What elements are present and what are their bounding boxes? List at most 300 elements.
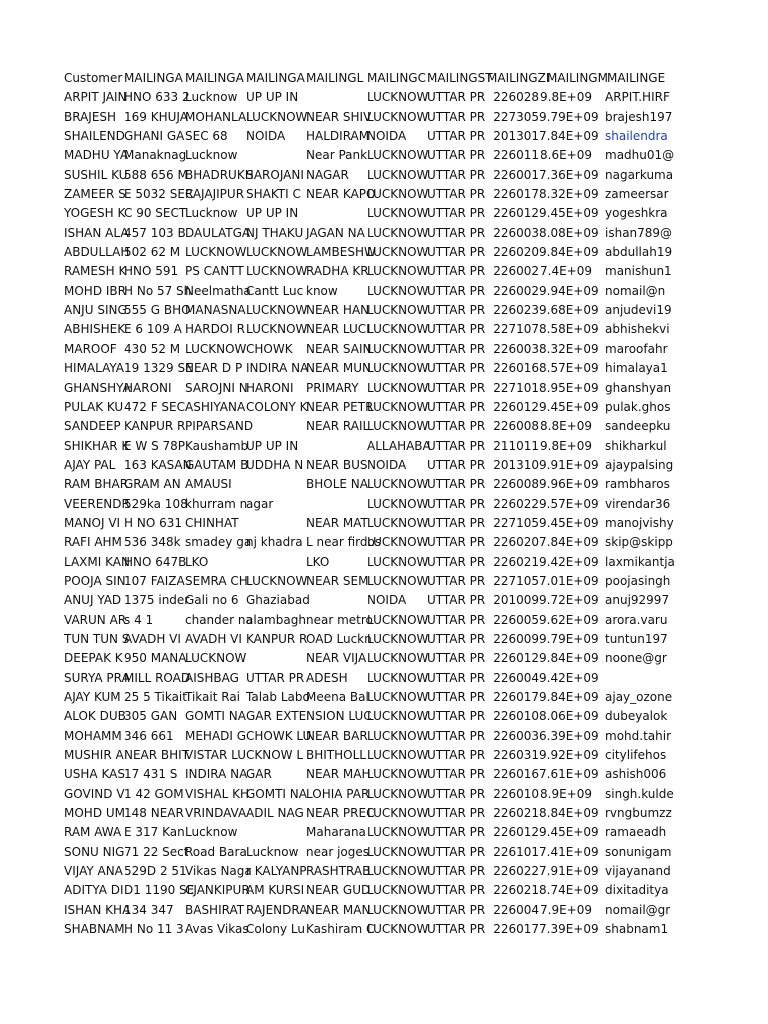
table-cell[interactable]: khurram n <box>185 496 248 511</box>
table-cell[interactable]: 169 KHUJA <box>124 109 188 124</box>
table-cell[interactable]: shikharkul <box>605 438 667 453</box>
table-cell[interactable]: USHA KAS <box>64 767 125 782</box>
table-cell[interactable]: SEC 68 <box>185 129 228 144</box>
table-cell[interactable]: zameersar <box>605 187 669 202</box>
table-cell[interactable]: Lucknow <box>185 206 238 221</box>
table-cell[interactable]: NEAR MAH <box>306 767 371 782</box>
table-cell[interactable]: 7.01E+09 <box>539 573 599 588</box>
table-cell[interactable]: INDIRA NA <box>246 361 309 376</box>
table-cell[interactable]: 226021 <box>493 883 539 898</box>
table-cell[interactable]: Manaknag <box>124 148 187 163</box>
table-cell[interactable]: UTTAR PR <box>427 651 486 666</box>
table-cell[interactable]: skip@skipp <box>605 535 673 550</box>
table-cell[interactable]: MANOJ VI <box>64 515 121 530</box>
table-cell[interactable]: 19 1329 SE <box>124 361 193 376</box>
table-cell[interactable]: HARONI <box>124 380 172 395</box>
table-cell[interactable]: SONU NIG <box>64 844 125 859</box>
column-header[interactable]: MAILINGST <box>427 71 493 85</box>
column-header[interactable]: MAILINGM <box>547 71 608 85</box>
table-cell[interactable]: PIPARSAND <box>185 419 254 434</box>
table-cell[interactable]: 9.84E+09 <box>539 245 599 260</box>
table-cell[interactable]: 226017 <box>493 187 539 202</box>
table-cell[interactable]: 9.42E+09 <box>539 670 599 685</box>
table-cell[interactable]: ABHISHEK <box>64 322 126 337</box>
table-cell[interactable]: manojvishy <box>605 515 674 530</box>
table-cell[interactable]: 226031 <box>493 748 539 763</box>
table-cell[interactable]: UTTAR PR <box>427 515 486 530</box>
table-cell[interactable]: YOGESH K <box>64 206 126 221</box>
table-cell[interactable]: ALOK DUB <box>64 709 126 724</box>
table-cell[interactable]: Kashiram C <box>306 922 375 937</box>
table-cell[interactable]: Lucknow <box>185 148 238 163</box>
table-cell[interactable]: 107 FAIZA <box>124 573 185 588</box>
table-cell[interactable]: 201009 <box>493 593 539 608</box>
table-cell[interactable] <box>246 476 306 492</box>
table-cell[interactable]: BHOLE NA <box>306 477 368 492</box>
table-cell[interactable]: nagarkuma <box>605 167 674 182</box>
table-cell[interactable]: UTTAR PR <box>427 129 486 144</box>
table-cell[interactable]: UDDHA N <box>246 457 304 472</box>
table-cell[interactable]: NEAR PETR <box>306 399 374 414</box>
table-cell[interactable]: tuntun197 <box>605 631 668 646</box>
table-cell[interactable]: NEAR SEM <box>306 573 369 588</box>
table-cell[interactable]: ARPIT JAIN <box>64 90 127 105</box>
table-cell[interactable]: BASHIRAT <box>185 902 245 917</box>
table-cell[interactable]: SHIKHAR K <box>64 438 130 453</box>
table-cell[interactable]: 226011 <box>493 148 539 163</box>
table-cell[interactable]: 8.95E+09 <box>539 380 599 395</box>
table-cell[interactable]: 226017 <box>493 690 539 704</box>
table-cell[interactable]: UTTAR PR <box>427 825 486 840</box>
table-cell[interactable]: nomail@n <box>605 283 666 298</box>
table-cell[interactable]: Maharana <box>306 825 366 840</box>
column-header[interactable]: MAILINGA <box>124 71 183 85</box>
table-cell[interactable]: LUCKNOW <box>367 496 429 511</box>
table-cell[interactable] <box>246 418 306 434</box>
table-cell[interactable]: LUCKNOW <box>367 825 429 840</box>
table-cell[interactable]: AJAY PAL <box>64 457 116 472</box>
table-cell[interactable]: MILL ROAD <box>124 670 191 685</box>
table-cell[interactable]: Talab Labo <box>246 690 310 704</box>
table-cell[interactable]: UTTAR PR <box>427 786 486 801</box>
table-cell[interactable]: H No 11 3 <box>124 922 184 937</box>
table-cell[interactable]: near joges <box>306 844 370 859</box>
column-header[interactable]: MAILINGA <box>185 71 244 85</box>
table-cell[interactable]: 8.57E+09 <box>539 361 599 376</box>
table-cell[interactable]: 226016 <box>493 767 539 782</box>
table-cell[interactable]: 529ka 108 <box>124 496 188 511</box>
table-cell[interactable]: 588 656 M <box>124 167 188 182</box>
table-cell[interactable]: 226012 <box>493 206 539 221</box>
table-cell[interactable]: UTTAR PR <box>427 380 486 395</box>
table-cell[interactable]: LUCKNOW <box>246 264 308 279</box>
table-cell[interactable]: 226023 <box>493 303 539 318</box>
table-cell[interactable]: INDIRA NA <box>185 767 248 782</box>
table-cell[interactable]: mohd.tahir <box>605 728 671 743</box>
table-cell[interactable]: 226016 <box>493 361 539 376</box>
table-cell[interactable]: 71 22 Sect <box>124 844 189 859</box>
table-cell[interactable]: citylifehos <box>605 748 667 763</box>
table-cell[interactable]: 226010 <box>493 786 539 801</box>
table-cell[interactable]: UP UP IN <box>246 438 299 453</box>
table-cell[interactable]: rambharos <box>605 477 670 492</box>
table-cell[interactable]: D1 1190 SE <box>124 883 195 898</box>
table-cell[interactable]: r KALYANP <box>246 864 307 879</box>
table-cell[interactable]: 9.92E+09 <box>539 748 599 763</box>
table-cell[interactable]: UTTAR PR <box>427 496 486 511</box>
table-cell[interactable]: MOHAMM <box>64 728 122 743</box>
table-cell[interactable]: SEMRA CH <box>185 573 248 588</box>
table-cell[interactable]: Ghaziabad <box>246 593 310 608</box>
table-cell[interactable]: 163 KASAN <box>124 457 192 472</box>
table-cell[interactable]: VARUN AR <box>64 612 127 627</box>
table-cell[interactable]: UTTAR PR <box>427 883 486 898</box>
table-cell[interactable]: 9.79E+09 <box>539 109 599 124</box>
table-cell[interactable]: CKNOW L <box>246 748 304 763</box>
table-cell[interactable]: H No 57 Sh <box>124 283 192 298</box>
table-cell[interactable]: LUCKNOW <box>367 864 429 879</box>
table-cell[interactable] <box>246 650 306 666</box>
table-cell[interactable]: SHABNAM <box>64 922 125 937</box>
table-cell[interactable]: 346 661 <box>124 728 174 743</box>
table-cell[interactable]: 1375 inder <box>124 593 190 608</box>
table-cell[interactable]: UTTAR PR <box>427 554 486 569</box>
table-cell[interactable]: LUCKNOW <box>367 844 429 859</box>
table-cell[interactable]: LUCKNOW <box>367 187 429 202</box>
table-cell[interactable]: UTTAR PR <box>427 728 486 743</box>
table-cell[interactable]: UTTAR PR <box>427 767 486 782</box>
table-cell[interactable]: GHANI GA <box>124 129 185 144</box>
table-cell[interactable]: 8.06E+09 <box>539 709 599 724</box>
table-cell[interactable]: 227305 <box>493 109 539 124</box>
table-cell[interactable]: DAULATGA <box>185 225 251 240</box>
table-cell[interactable]: agar <box>246 496 274 511</box>
table-cell[interactable]: GHANSHYA <box>64 380 131 395</box>
table-cell[interactable]: UTTAR PR <box>427 399 486 414</box>
table-cell[interactable]: 226010 <box>493 709 539 724</box>
table-cell[interactable]: CHOWK LU <box>246 728 312 743</box>
table-cell[interactable]: UTTAR PR <box>427 806 486 821</box>
table-cell[interactable]: 226012 <box>493 399 539 414</box>
table-cell[interactable]: dixitaditya <box>605 883 669 898</box>
table-cell[interactable]: MOHANLAL <box>185 109 253 124</box>
table-cell[interactable]: LUCKNOW <box>367 245 429 260</box>
table-cell[interactable]: 226003 <box>493 225 539 240</box>
table-cell[interactable]: UTTAR PR <box>427 206 486 221</box>
table-cell[interactable]: vijayanand <box>605 864 671 879</box>
table-cell[interactable]: LUCKNOW <box>367 902 429 917</box>
table-cell[interactable]: ANUJ YAD <box>64 593 122 608</box>
table-cell[interactable]: Avas Vikas <box>185 922 249 937</box>
table-cell[interactable]: RAM BHAR <box>64 477 129 492</box>
table-cell[interactable]: 9.45E+09 <box>539 399 599 414</box>
table-cell[interactable]: 227105 <box>493 515 539 530</box>
table-cell[interactable]: LUCKNOW <box>246 109 308 124</box>
table-cell[interactable]: Road Bara <box>185 844 247 859</box>
table-cell[interactable]: AISHBAG <box>185 670 239 685</box>
table-cell[interactable]: dubeyalok <box>605 709 668 724</box>
table-cell[interactable]: MOHD IBR <box>64 283 126 298</box>
table-cell[interactable] <box>246 515 306 531</box>
table-cell[interactable]: UTTAR PR <box>246 670 305 685</box>
table-cell[interactable]: ABDULLAH <box>64 245 130 260</box>
table-cell[interactable]: NJ THAKU <box>246 225 304 240</box>
table-cell[interactable]: 305 GAN <box>124 709 178 724</box>
table-cell[interactable]: E 5032 SEC <box>124 187 194 202</box>
table-cell[interactable]: UTTAR PR <box>427 283 486 298</box>
table-cell[interactable]: HNO 591 <box>124 264 179 279</box>
table-cell[interactable]: HIMALAYA <box>64 361 124 376</box>
table-cell[interactable]: LUCKNOW <box>367 651 429 666</box>
table-cell[interactable]: 8.9E+09 <box>540 786 592 801</box>
table-cell[interactable]: E 6 109 A <box>124 322 182 337</box>
table-cell[interactable]: HALDIRAM <box>306 129 370 144</box>
table-cell[interactable]: 226002 <box>493 264 539 279</box>
table-cell[interactable]: ZAMEER S <box>64 187 126 202</box>
table-cell[interactable]: LUCKNOW <box>367 554 429 569</box>
table-cell[interactable]: UTTAR PR <box>427 438 486 453</box>
table-cell[interactable]: 7.36E+09 <box>539 167 599 182</box>
table-cell[interactable]: UTTAR PR <box>427 457 486 472</box>
table-cell[interactable]: H NO 631 <box>124 515 182 530</box>
table-cell[interactable]: KANPUR R <box>124 419 186 434</box>
table-cell[interactable]: L near firdos <box>306 535 382 550</box>
table-cell[interactable]: 226005 <box>493 612 539 627</box>
table-cell[interactable]: GAR EXTE <box>246 709 307 724</box>
table-cell[interactable]: alambagh <box>246 612 306 627</box>
table-cell[interactable]: NEAR SAIN <box>306 341 372 356</box>
table-cell[interactable]: LUCKNOW <box>367 283 429 298</box>
table-cell[interactable]: VEERENDR <box>64 496 130 511</box>
table-cell[interactable]: NOIDA <box>367 129 407 144</box>
table-cell[interactable]: ASHIYANA <box>185 399 246 414</box>
table-cell[interactable]: LUCKNOW <box>367 612 429 627</box>
table-cell[interactable]: 9.45E+09 <box>539 206 599 221</box>
table-cell[interactable]: 502 62 M <box>124 245 181 260</box>
table-cell[interactable]: manishun1 <box>605 264 672 279</box>
table-cell[interactable]: 9.42E+09 <box>539 554 599 569</box>
table-cell[interactable]: UTTAR PR <box>427 109 486 124</box>
table-cell[interactable]: LUCKNOW <box>185 245 247 260</box>
table-cell[interactable]: shabnam1 <box>605 922 669 937</box>
table-cell[interactable]: NEAR GUD <box>306 883 371 898</box>
table-cell[interactable]: rvngbumzz <box>605 806 672 821</box>
table-cell[interactable]: 9.94E+09 <box>539 283 599 298</box>
table-cell[interactable]: SUSHIL KU <box>64 167 128 182</box>
table-cell[interactable]: UTTAR PR <box>427 748 486 763</box>
table-cell[interactable]: DEEPAK K <box>64 651 123 666</box>
table-cell[interactable]: UTTAR PR <box>427 593 486 608</box>
table-cell[interactable]: sandeepku <box>605 419 671 434</box>
column-header[interactable]: MAILINGE <box>607 71 666 85</box>
table-cell[interactable]: Near Pank <box>306 148 368 163</box>
table-cell[interactable]: LKO <box>185 554 209 569</box>
table-cell[interactable]: sonunigam <box>605 844 672 859</box>
table-cell[interactable] <box>306 496 367 512</box>
table-cell[interactable]: 226101 <box>493 844 539 859</box>
table-cell[interactable]: LUCKNOW <box>367 709 429 724</box>
table-cell[interactable]: HARONI <box>246 380 294 395</box>
table-cell[interactable]: UP UP IN <box>246 206 299 221</box>
table-cell[interactable]: UTTAR PR <box>427 361 486 376</box>
table-cell[interactable]: 9.45E+09 <box>539 515 599 530</box>
table-cell[interactable]: virendar36 <box>605 496 671 511</box>
table-cell[interactable]: AM KURSI <box>246 883 305 898</box>
table-cell[interactable]: OAD Luckn <box>306 631 372 646</box>
table-cell[interactable]: s 4 1 <box>124 612 154 627</box>
table-cell[interactable]: 8.6E+09 <box>540 148 592 163</box>
table-cell[interactable]: 7.9E+09 <box>540 902 592 917</box>
table-cell[interactable]: SHAKTI C <box>246 187 301 202</box>
table-cell[interactable]: LUCKNOW <box>367 399 429 414</box>
table-cell[interactable]: 472 F SEC <box>124 399 186 414</box>
table-cell[interactable] <box>605 670 670 686</box>
table-cell[interactable]: NEAR VIJA <box>306 651 367 666</box>
column-header[interactable]: MAILINGA <box>246 71 305 85</box>
table-cell[interactable]: 8.74E+09 <box>539 883 599 898</box>
table-cell[interactable]: Gali no 6 <box>185 593 239 608</box>
table-cell[interactable]: smadey ga <box>185 535 252 550</box>
table-cell[interactable]: Lucknow <box>185 90 238 105</box>
table-cell[interactable]: LUCKNOW <box>367 167 429 182</box>
table-cell[interactable]: 227107 <box>493 322 539 337</box>
table-cell[interactable]: LUCKNOW <box>367 90 429 105</box>
table-cell[interactable]: 226008 <box>493 477 539 492</box>
table-cell[interactable]: LUCKNOW <box>367 419 429 434</box>
table-cell[interactable]: ADITYA DI <box>64 883 124 898</box>
table-cell[interactable]: MEHADI G <box>185 728 247 743</box>
table-cell[interactable]: AMAUSI <box>185 477 232 492</box>
table-cell[interactable]: RASHTRAB <box>306 864 371 879</box>
table-cell[interactable]: 9.68E+09 <box>539 303 599 318</box>
table-cell[interactable]: UTTAR PR <box>427 419 486 434</box>
table-cell[interactable]: 201310 <box>493 457 539 472</box>
table-cell[interactable]: 226022 <box>493 496 539 511</box>
table-cell[interactable]: UTTAR PR <box>427 187 486 202</box>
table-cell[interactable]: shailendra <box>605 129 668 144</box>
table-cell[interactable]: 9.84E+09 <box>539 690 599 704</box>
table-cell[interactable]: 555 G BHO <box>124 303 191 318</box>
table-cell[interactable]: 226017 <box>493 922 539 937</box>
table-cell[interactable]: 226003 <box>493 728 539 743</box>
table-cell[interactable]: RAJAJIPUR <box>185 187 245 202</box>
table-cell[interactable]: COLONY K <box>246 399 308 414</box>
table-cell[interactable]: arora.varu <box>605 612 668 627</box>
table-cell[interactable]: LUCKNOW <box>367 206 429 221</box>
column-header[interactable]: MAILINGC <box>367 71 426 85</box>
table-cell[interactable]: 9.96E+09 <box>539 477 599 492</box>
table-cell[interactable]: UTTAR PR <box>427 477 486 492</box>
table-cell[interactable]: AVADH VI <box>185 631 242 646</box>
table-cell[interactable]: 211011 <box>493 438 539 453</box>
table-cell[interactable]: 8.8E+09 <box>540 419 592 434</box>
table-cell[interactable]: 1 42 GOM <box>124 786 184 801</box>
table-cell[interactable]: LUCKNOW <box>367 883 429 898</box>
table-cell[interactable]: NEAR BHIT <box>124 748 190 763</box>
table-cell[interactable]: ISHAN ALA <box>64 225 129 240</box>
table-cell[interactable] <box>246 147 306 163</box>
table-cell[interactable]: JAGAN NA <box>306 225 365 240</box>
table-cell[interactable]: madhu01@ <box>605 148 675 163</box>
table-cell[interactable]: VIJAY ANA <box>64 864 123 879</box>
table-cell[interactable]: ramaeadh <box>605 825 667 840</box>
table-cell[interactable]: UTTAR PR <box>427 167 486 182</box>
table-cell[interactable]: C 90 SECT <box>124 206 187 221</box>
table-cell[interactable]: GOMTI NA <box>246 786 307 801</box>
table-cell[interactable]: brajesh197 <box>605 109 673 124</box>
table-cell[interactable]: LUCKNOW <box>367 728 429 743</box>
table-cell[interactable]: LUCKNOW <box>367 631 429 646</box>
table-cell[interactable]: E 317 Kan <box>124 825 185 840</box>
table-cell[interactable]: Meena Bal <box>306 690 369 704</box>
table-cell[interactable]: 227105 <box>493 573 539 588</box>
table-cell[interactable]: 9.62E+09 <box>539 612 599 627</box>
table-cell[interactable]: SURYA PRA <box>64 670 130 685</box>
table-cell[interactable]: 7.91E+09 <box>539 864 599 879</box>
table-cell[interactable]: 226020 <box>493 535 539 550</box>
table-cell[interactable]: GOMTI NA <box>185 709 246 724</box>
table-cell[interactable]: LUCKNOW <box>185 341 247 356</box>
table-cell[interactable]: NEAR KAPO <box>306 187 376 202</box>
table-cell[interactable]: singh.kulde <box>605 786 674 801</box>
table-cell[interactable]: RAJENDRA <box>246 902 308 917</box>
table-cell[interactable]: UTTAR PR <box>427 225 486 240</box>
table-cell[interactable]: poojasingh <box>605 573 671 588</box>
table-cell[interactable]: NEAR LUCI <box>306 322 370 337</box>
table-cell[interactable]: anjudevi19 <box>605 303 672 318</box>
table-cell[interactable]: NAGAR <box>306 167 349 182</box>
table-cell[interactable]: anuj92997 <box>605 593 670 608</box>
table-cell[interactable]: LUCKNOW <box>367 322 429 337</box>
table-cell[interactable]: nomail@gr <box>605 902 671 917</box>
table-cell[interactable]: 9.8E+09 <box>540 90 592 105</box>
table-cell[interactable]: 226002 <box>493 283 539 298</box>
table-cell[interactable]: LUCKNOW <box>367 515 429 530</box>
table-cell[interactable]: NEAR D P <box>185 361 243 376</box>
table-cell[interactable]: LUCKNOW <box>367 225 429 240</box>
table-cell[interactable]: abdullah19 <box>605 245 673 260</box>
table-cell[interactable]: ishan789@ <box>605 225 673 240</box>
table-cell[interactable]: PRIMARY <box>306 380 359 395</box>
table-cell[interactable]: CJANKIPUR <box>185 883 250 898</box>
table-cell[interactable]: AVADH VI <box>124 631 181 646</box>
table-cell[interactable]: UTTAR PR <box>427 612 486 627</box>
column-header[interactable]: Customer <box>64 71 123 85</box>
table-cell[interactable]: LUCKNOW <box>367 535 429 550</box>
table-cell[interactable]: UTTAR PR <box>427 902 486 917</box>
table-cell[interactable]: LUCKNOW <box>367 748 429 763</box>
table-cell[interactable]: LUCKNOW <box>367 109 429 124</box>
table-cell[interactable]: GOVIND V <box>64 786 125 801</box>
table-cell[interactable]: nj khadra <box>246 535 303 550</box>
table-cell[interactable]: 7.61E+09 <box>539 767 599 782</box>
table-cell[interactable]: UTTAR PR <box>427 322 486 337</box>
table-cell[interactable]: NSION LUC <box>306 709 372 724</box>
table-cell[interactable]: 201301 <box>493 129 539 144</box>
table-cell[interactable]: 9.72E+09 <box>539 593 599 608</box>
table-cell[interactable]: NOIDA <box>246 129 286 144</box>
column-header[interactable]: MAILINGZI <box>487 71 550 85</box>
table-cell[interactable]: ANJU SING <box>64 303 127 318</box>
table-cell[interactable]: 148 NEAR <box>124 806 184 821</box>
table-cell[interactable]: 529D 2 51 <box>124 864 187 879</box>
table-cell[interactable]: UTTAR PR <box>427 303 486 318</box>
table-cell[interactable]: abhishekvi <box>605 322 670 337</box>
table-cell[interactable]: UTTAR PR <box>427 864 486 879</box>
table-cell[interactable]: 227101 <box>493 380 539 395</box>
table-cell[interactable]: UTTAR PR <box>427 690 486 704</box>
table-cell[interactable]: 226022 <box>493 864 539 879</box>
